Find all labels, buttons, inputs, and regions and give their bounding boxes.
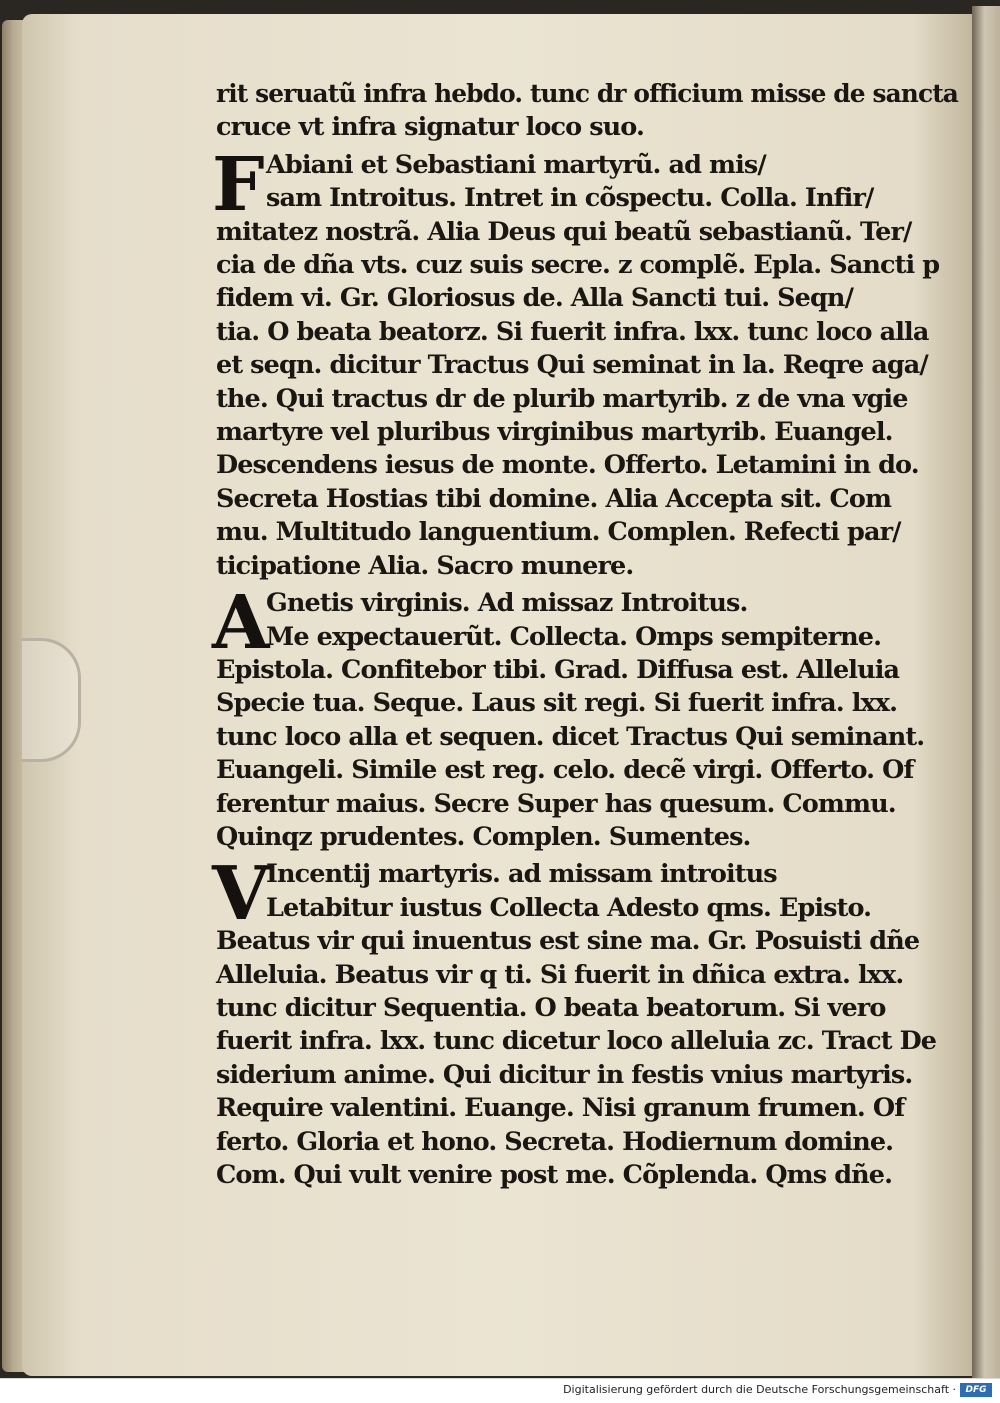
- text-line: ferto. Gloria et hono. Secreta. Hodiernum domine.: [216, 1126, 894, 1157]
- section-vincentii-martyris: [212, 851, 958, 1192]
- text-line: ferentur maius. Secre Super has quesum. Commu.: [216, 788, 896, 819]
- text-line: sam Introitus. Intret in cõspectu. Colla. Infir/: [266, 183, 874, 214]
- drop-cap: A: [212, 580, 270, 667]
- text-line: mu. Multitudo languentium. Complen. Refecti par/: [216, 517, 901, 548]
- page-clip: [22, 638, 81, 762]
- text-line: tunc loco alla et sequen. dicet Tractus Qui seminant.: [216, 721, 925, 752]
- text-line: Beatus vir qui inuentus est sine ma. Gr. Posuisti dñe: [216, 926, 920, 957]
- text-line: Letabitur iustus Collecta Adesto qms. Episto.: [266, 892, 872, 923]
- next-page-edge: [972, 6, 1000, 1378]
- funding-credit: Digitalisierung gefördert durch die Deutsche Forschungsgemeinschaft ·: [563, 1383, 956, 1396]
- text-line: fidem vi. Gr. Gloriosus de. Alla Sancti tui. Seqn/: [216, 283, 853, 314]
- drop-cap: F: [212, 141, 265, 228]
- text-line: ticipatione Alia. Sacro munere.: [216, 550, 634, 581]
- text-line: Euangeli. Simile est reg. celo. decẽ virgi. Offerto. Of: [216, 755, 914, 786]
- text-line: fuerit infra. lxx. tunc dicetur loco alleluia zc. Tract De: [216, 1026, 937, 1057]
- text-line: rit seruatũ infra hebdo. tunc dr officium misse de sancta: [216, 79, 959, 109]
- text-line: siderium anime. Qui dicitur in festis vnius martyris.: [216, 1059, 913, 1090]
- footer-bar: [0, 1378, 1000, 1403]
- text-line: tia. O beata beatorz. Si fuerit infra. lxx. tunc loco alla: [216, 316, 929, 347]
- drop-cap: V: [212, 851, 270, 938]
- text-line: Me expectauerũt. Collecta. Omps sempiterne.: [266, 621, 882, 652]
- text-line: Descendens iesus de monte. Offerto. Letamini in do.: [216, 450, 919, 481]
- text-line: Secreta Hostias tibi domine. Alia Accepta sit. Com: [216, 483, 892, 514]
- text-line: cia de dña vts. cuz suis secre. z complẽ. Epla. Sancti p: [216, 250, 940, 281]
- text-line: Alleluia. Beatus vir q ti. Si fuerit in dñica extra. lxx.: [216, 959, 904, 990]
- page-text: [212, 78, 959, 1192]
- text-line: Incentij martyris. ad missam introitus: [266, 859, 777, 890]
- text-line: Com. Qui vult venire post me. Cõplenda. Qms dñe.: [216, 1160, 893, 1190]
- text-line: the. Qui tractus dr de plurib martyrib. z de vna vgie: [216, 383, 908, 414]
- text-line: mitatez nostrã. Alia Deus qui beatũ sebastianũ. Ter/: [216, 216, 912, 247]
- text-line: cruce vt infra signatur loco suo.: [216, 112, 644, 143]
- section-agnetis-virginis: [212, 580, 958, 854]
- text-line: martyre vel pluribus virginibus martyrib. Euangel.: [216, 417, 893, 448]
- text-line: Abiani et Sebastiani martyrũ. ad mis/: [266, 149, 766, 180]
- text-line: et seqn. dicitur Tractus Qui seminat in la. Reqre aga/: [216, 350, 928, 381]
- dfg-logo: DFG: [960, 1383, 992, 1397]
- text-line: Gnetis virginis. Ad missaz Introitus.: [266, 588, 748, 619]
- text-line: Specie tua. Seque. Laus sit regi. Si fuerit infra. lxx.: [216, 688, 898, 719]
- text-line: Require valentini. Euange. Nisi granum frumen. Of: [216, 1093, 905, 1124]
- section-fabiani-sebastiani: [212, 141, 958, 583]
- text-line: tunc dicitur Sequentia. O beata beatorum. Si vero: [216, 992, 886, 1023]
- text-line: Epistola. Confitebor tibi. Grad. Diffusa est. Alleluia: [216, 654, 900, 685]
- text-line: Quinqz prudentes. Complen. Sumentes.: [216, 821, 751, 852]
